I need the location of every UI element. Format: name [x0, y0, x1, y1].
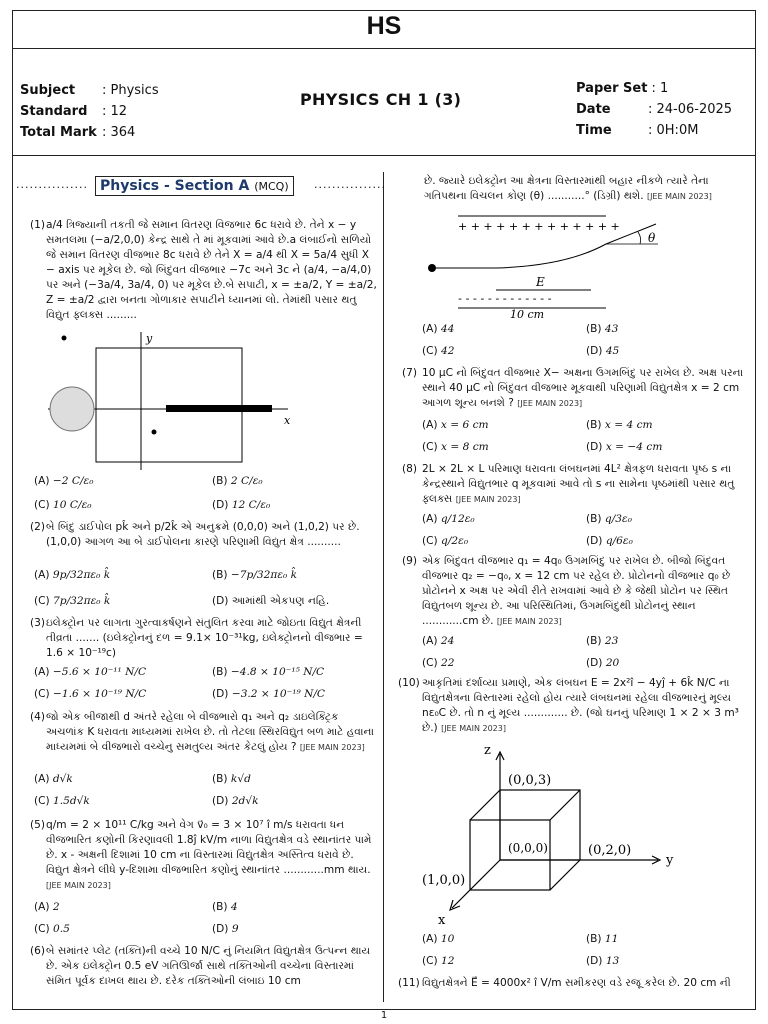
q8-option-d[interactable]	[586, 534, 633, 549]
figure-deflection	[426, 212, 676, 318]
date-value: : 24-06-2025	[648, 102, 733, 117]
option-label: (B)	[586, 933, 602, 945]
q10-option-a[interactable]	[422, 932, 454, 947]
exam-tag: [JEE MAIN 2023]	[441, 724, 506, 733]
cuboid-edge-tl	[470, 790, 500, 820]
question-body: છે. જ્યારે ઇલેક્ટ્રોન આ ક્ષેત્રના વિસ્તારમાંથી બહાર નીકળે ત્યારે તેના ગતિપથના વિચલન કોણ (θ) ...........° (ડિગ્રી) થશે.	[424, 175, 709, 202]
question-2	[30, 520, 378, 568]
exam-tag: [JEE MAIN 2023]	[46, 881, 111, 890]
option-value: 22	[441, 657, 455, 669]
option-label: (C)	[422, 955, 438, 967]
point-020: (0,2,0)	[588, 843, 632, 858]
question-number: (6)	[30, 945, 46, 957]
question-body: 2L × 2L × L પરિમાણ ધરાવતા લંબઘનમાં 4L² ક્ષેત્રફળ ધરાવતા પૃષ્ઠ s ના કેન્દ્રસ્થાને વિદ્યુતભાર q મૂકવામાં આવે તો s ના સામેના પૃષ્ઠમાંથી પસાર થતુ ફ્લક્સ	[422, 463, 735, 505]
exam-tag: [JEE MAIN 2023]	[496, 617, 562, 626]
question-text	[422, 554, 748, 629]
option-value: x = 4 cm	[604, 419, 653, 431]
question-number: (10)	[398, 677, 420, 689]
q9-option-a[interactable]	[422, 634, 454, 649]
option-value: k√d	[230, 773, 251, 785]
option-label: (B)	[586, 323, 602, 335]
q10-option-d[interactable]	[586, 954, 619, 969]
q9-option-b[interactable]	[586, 634, 618, 649]
question-number: (8)	[402, 463, 418, 475]
section-header	[16, 176, 386, 198]
option-label: (A)	[34, 569, 50, 581]
q1-option-d[interactable]	[212, 498, 270, 513]
time-label: Time	[576, 123, 612, 138]
option-value: d√k	[52, 773, 73, 785]
fig-label-e: E	[536, 275, 545, 289]
option-value: 9	[231, 923, 239, 935]
question-number: (1)	[30, 219, 46, 231]
header-rule-top	[12, 48, 756, 49]
question-number: (3)	[30, 617, 46, 629]
question-number: (5)	[30, 819, 46, 831]
option-label: (B)	[212, 475, 228, 487]
section-title-box	[95, 176, 294, 196]
question-body: જો એક બીજાથી d અંતરે રહેલા બે વીજભારો q₁ અને q₂ ડાઇલેક્ટ્રિક અચળાંક K ધરાવતા માધ્યમમાં રાખેલ છે. તો તેટલા સ્થિરવિદ્યુત બળ માટે હવાના માધ્યમમાં બે વીજભારો વચ્ચેનુ સમતુલ્ય અંતર કેટલું હોય ?	[46, 711, 374, 753]
option-label: (C)	[34, 595, 50, 607]
option-value: 12 C/ε₀	[231, 499, 271, 511]
option-value: 10	[440, 933, 455, 945]
fig-label-y: y	[666, 853, 674, 868]
q3-option-d[interactable]	[212, 687, 325, 702]
q2-option-d[interactable]	[212, 594, 329, 609]
q9-option-c[interactable]	[422, 656, 455, 671]
option-label: (B)	[212, 901, 228, 913]
option-label: (C)	[422, 657, 438, 669]
fig-label-length: 10 cm	[510, 308, 545, 318]
option-label: (C)	[34, 688, 50, 700]
option-value: 45	[605, 345, 620, 357]
option-label: (C)	[34, 923, 50, 935]
q1-option-a[interactable]	[34, 474, 93, 489]
option-label: (A)	[422, 323, 438, 335]
meta-left	[20, 80, 159, 143]
question-number: (9)	[402, 555, 418, 567]
total-mark-label: Total Mark	[20, 125, 97, 140]
q5-option-c[interactable]	[34, 922, 70, 937]
question-number: (4)	[30, 711, 46, 723]
question-number: (11)	[398, 977, 420, 989]
option-value: −4.8 × 10⁻¹⁵ N/C	[230, 666, 325, 678]
q4-option-a[interactable]	[34, 772, 73, 787]
q5-option-b[interactable]	[212, 900, 238, 915]
option-label: (C)	[34, 499, 50, 511]
point-charge-inside	[152, 430, 157, 435]
question-text	[46, 710, 378, 755]
q8-option-a[interactable]	[422, 512, 475, 527]
fig-label-x: x	[284, 414, 291, 427]
q2-option-b[interactable]	[212, 568, 297, 583]
exam-tag: [JEE MAIN 2023]	[646, 192, 712, 201]
plus-charges: + + + + + + + + + + + + +	[458, 220, 620, 233]
question-4	[30, 710, 378, 772]
fig-label-z: z	[484, 743, 491, 758]
figure-cuboid	[422, 740, 702, 930]
option-value: −1.6 × 10⁻¹⁹ N/C	[53, 688, 147, 700]
option-value: −3.2 × 10⁻¹⁹ N/C	[231, 688, 326, 700]
paper-title: PHYSICS CH 1 (3)	[300, 90, 462, 109]
question-number: (2)	[30, 521, 46, 533]
option-value: 44	[440, 323, 455, 335]
q10-option-c[interactable]	[422, 954, 455, 969]
option-value: q/3ε₀	[604, 513, 632, 525]
question-text: બે સમાંતર પ્લેટ (તક્તિ)ની વચ્ચે 10 N/C નું નિયમિત વિદ્યુતક્ષેત્ર ઉત્પન્ન થાય છે. એક ઇલેક્ટ્રોન 0.5 eV ગતિઊર્જા સાથે તક્તિઓની વચ્ચેના વિસ્તારમાં સંમિત પૂર્વક દાખલ થાય છે. દરેક તક્તિઓની લંબાઇ 10 cm	[46, 945, 371, 987]
question-body: એક બિંદુવત વીજભાર q₁ = 4q₀ ઉગમબિંદુ પર રાખેલ છે. બીજો બિંદુવત વીજભાર q₂ = −q₀, x = 12 cm પર રહેલ છે. પ્રોટોનનો વીજભાર q₀ છે પ્રોટોનને x અક્ષ પર એવી રીતે રાખવામાં આવે છે કે જેથી પ્રોટોન પર સ્થિત વિદ્યુતબળ શૂન્ય છે. આ પરિસ્થિતિમાં, ઉગમબિંદુથી પ્રોટોનનું સ્થાન ............cm છે.	[422, 555, 731, 627]
option-value: 7p/32πε₀ k̂	[53, 595, 111, 607]
option-value: x = 8 cm	[441, 441, 489, 453]
q6-option-d[interactable]	[586, 344, 619, 359]
left-column	[30, 218, 378, 1008]
option-label: (B)	[212, 773, 228, 785]
paper-set-label: Paper Set	[576, 81, 648, 96]
question-text: a/4 ત્રિજ્યાની તકતી જે સમાન વિતરણ વિજભાર 6c ધરાવે છે. તેને x − y સમતલમા (−a/2,0,0) કેન્દ્ર સાથે તે માં મૂકવામાં આવે છે.a લંબાઈનો સળિયો જે સમાન વિતરણ વીજભાર 8c ધરાવે છે તેને X = a/4 થી X = 5a/4 સુધી X − axis પર મૂકેલ છે. જો બિંદુવત વીજભાર −7c અને 3c ને (a/4, −a/4,0) પર અને (−3a/4, 3a/4, 0) પર મૂકેલ છે.બે સપાટી, x = ±a/2, Y = ±a/2, Z = ±a/2 દ્વારા બનતા ગોળાકાર સપાટીને ધ્યાનમાં લો. તેમાંથી પસાર થતુ વિદ્યુત ફ્લક્સ .........	[46, 219, 377, 321]
section-dots-left: ................	[16, 178, 88, 191]
point-000: (0,0,0)	[508, 841, 548, 855]
q5-option-a[interactable]	[34, 900, 60, 915]
point-charge-top	[62, 336, 67, 341]
option-label: (A)	[34, 475, 50, 487]
column-divider	[383, 172, 384, 1002]
option-label: (A)	[422, 513, 438, 525]
option-value: 2 C/ε₀	[230, 475, 263, 487]
q9-option-d[interactable]	[586, 656, 619, 671]
option-value: −7p/32πε₀ k̂	[230, 569, 298, 581]
option-value: 43	[604, 323, 619, 335]
question-text	[424, 174, 740, 204]
exam-tag: [JEE MAIN 2023]	[517, 399, 583, 408]
cuboid-edge-br	[550, 860, 580, 890]
angle-arc	[638, 232, 641, 244]
cuboid-front-face	[470, 820, 550, 890]
date-label: Date	[576, 102, 611, 117]
question-7	[402, 366, 748, 416]
option-label: (A)	[34, 901, 50, 913]
q1-option-c[interactable]	[34, 498, 92, 513]
option-value: 10 C/ε₀	[53, 499, 92, 511]
q6-option-c[interactable]	[422, 344, 455, 359]
q8-option-b[interactable]	[586, 512, 632, 527]
q4-option-d[interactable]	[212, 794, 259, 809]
option-value: q/2ε₀	[441, 535, 469, 547]
option-label: (D)	[212, 499, 229, 511]
total-mark-value: : 364	[102, 125, 136, 140]
option-label: (D)	[586, 657, 603, 669]
question-text	[422, 462, 748, 507]
question-6-continued	[392, 174, 740, 206]
option-label: (C)	[34, 795, 50, 807]
option-label: (D)	[586, 345, 603, 357]
question-11	[398, 976, 748, 994]
option-label: (D)	[212, 595, 229, 607]
option-label: (D)	[212, 688, 229, 700]
option-label: (D)	[586, 535, 603, 547]
right-column	[392, 174, 748, 1010]
option-value: x = −4 cm	[605, 441, 663, 453]
q4-option-c[interactable]	[34, 794, 90, 809]
option-label: (C)	[422, 345, 438, 357]
option-label: (B)	[586, 635, 602, 647]
page-number: 1	[380, 1010, 388, 1021]
section-sub: (MCQ)	[254, 180, 289, 193]
q7-option-b[interactable]	[586, 418, 653, 433]
q7-option-a[interactable]	[422, 418, 489, 433]
fig-label-theta: θ	[648, 231, 656, 245]
option-value: 2	[52, 901, 60, 913]
question-body: q/m = 2 × 10¹¹ C/kg અને વેગ v⃗₀ = 3 × 10⁷ î m/s ધરાવતા ધન વીજભારિત કણોની કિરણાવલી 1.8ĵ kV/m નાળા વિદ્યુતક્ષેત્ર વડે સ્થાનાંતર પામે છે. x - અક્ષની દિશામાં 10 cm ના વિસ્તારમાં વિદ્યુતક્ષેત્ર અસ્તિત્વ ધરાવે છે. વિદ્યુત ક્ષેત્રને લીધે y-દિશામા વીજભારિત કણોનું સ્થાનાંતર ............mm થાય.	[46, 819, 372, 876]
q5-option-d[interactable]	[212, 922, 239, 937]
q2-option-a[interactable]	[34, 568, 110, 583]
question-number: (7)	[402, 367, 418, 379]
electron	[428, 264, 436, 272]
question-body: 10 μC નો બિંદુવત વીજભાર X− અક્ષના ઉગમબિંદુ પર રાખેલ છે. અક્ષ પરના સ્થાને 40 μC નો બિંદુવત વીજભાર મૂકવાથી પરિણામી વિદ્યુતક્ષેત્ર x = 2 cm આગળ શૂન્ય બનશે ?	[422, 367, 744, 409]
option-value: q/6ε₀	[605, 535, 633, 547]
question-9	[402, 554, 748, 632]
question-6	[30, 944, 378, 994]
question-text	[422, 366, 748, 411]
option-label: (D)	[212, 923, 229, 935]
option-value: 42	[441, 345, 455, 357]
option-label: (A)	[34, 773, 50, 785]
exam-tag: [JEE MAIN 2023]	[455, 495, 521, 504]
option-value: 13	[605, 955, 620, 967]
option-value: 9p/32πε₀ k̂	[52, 569, 111, 581]
option-label: (D)	[586, 441, 603, 453]
option-value: 0.5	[53, 923, 70, 935]
option-value: 20	[605, 657, 620, 669]
q6-option-a[interactable]	[422, 322, 454, 337]
option-value: 11	[604, 933, 619, 945]
fig-label-x: x	[438, 913, 446, 928]
option-value: 12	[441, 955, 455, 967]
question-body: આકૃતિમાં દર્શાવ્યા પ્રમાણે, એક લંબઘન E = 2x²î − 4yĵ + 6k̂ N/C ના વિદ્યુતક્ષેત્રના વિસ્તારમાં રહેલો હોય ત્યારે લંબઘનમાં રહેલા વીજભારનું મૂલ્ય nε₀C છે. તો n નું મૂલ્ય ............. છે. (જો ઘનનું પરિમાણ 1 × 2 × 3 m³ છે.)	[422, 677, 739, 734]
exam-tag: [JEE MAIN 2023]	[299, 743, 365, 752]
charged-rod	[166, 405, 272, 412]
option-value: 1.5d√k	[53, 795, 90, 807]
option-value: 2d√k	[231, 795, 259, 807]
point-100: (1,0,0)	[422, 873, 466, 888]
question-text	[46, 818, 378, 893]
option-label: (D)	[212, 795, 229, 807]
question-8	[402, 462, 748, 510]
option-value: 4	[230, 901, 238, 913]
option-label: (A)	[422, 933, 438, 945]
charged-disc	[50, 387, 94, 431]
section-dots-right: ................	[314, 178, 386, 191]
q7-option-c[interactable]	[422, 440, 489, 455]
question-text: બે બિંદુ ડાઈપોલ pk̂ અને p/2k̂ એ અનુક્રમે (0,0,0) અને (1,0,2) પર છે. (1,0,0) આગળ આ બે ડાઈપોલના કારણે પરિણામી વિદ્યુત ક્ષેત્ર ..........	[46, 521, 360, 548]
school-name: HS	[366, 12, 402, 40]
q3-option-c[interactable]	[34, 687, 146, 702]
q8-option-c[interactable]	[422, 534, 468, 549]
question-10	[398, 676, 748, 740]
option-value: આમાંથી એકપણ નહિ.	[231, 595, 330, 607]
option-label: (B)	[212, 569, 228, 581]
meta-right	[576, 78, 732, 141]
option-value: q/12ε₀	[440, 513, 475, 525]
option-label: (D)	[586, 955, 603, 967]
q7-option-d[interactable]	[586, 440, 662, 455]
header-rule-bottom	[12, 155, 756, 156]
option-label: (B)	[586, 513, 602, 525]
q10-option-b[interactable]	[586, 932, 618, 947]
option-value: 23	[604, 635, 619, 647]
paper-set-value: : 1	[651, 81, 669, 96]
option-label: (B)	[586, 419, 602, 431]
option-label: (C)	[422, 441, 438, 453]
subject-label: Subject	[20, 83, 76, 98]
q3-option-b[interactable]	[212, 665, 324, 680]
q4-option-b[interactable]	[212, 772, 251, 787]
option-label: (A)	[422, 419, 438, 431]
option-value: −5.6 × 10⁻¹¹ N/C	[52, 666, 147, 678]
fig-label-y: y	[146, 332, 153, 345]
standard-label: Standard	[20, 104, 88, 119]
option-label: (B)	[212, 666, 228, 678]
option-value: −2 C/ε₀	[52, 475, 94, 487]
minus-charges: - - - - - - - - - - - - -	[458, 292, 552, 305]
q2-option-c[interactable]	[34, 594, 110, 609]
subject-value: : Physics	[102, 83, 159, 98]
q6-option-b[interactable]	[586, 322, 618, 337]
question-text: ઇલેક્ટ્રોન પર લાગતા ગુરત્વાકર્ષણને સંતુલિત કરવા માટે જોઇતા વિદ્યુત ક્ષેત્રની તીવ્રતા ....... (ઇલેક્ટ્રોનનું દળ = 9.1× 10⁻³¹kg, ઇલેક્ટ્રોનનો વીજભાર = 1.6 × 10⁻¹⁹c)	[46, 617, 363, 659]
section-title: Physics - Section A	[100, 178, 250, 194]
option-label: (A)	[422, 635, 438, 647]
question-text: વિદ્યુતક્ષેત્રને E⃗ = 4000x² î V/m સમીકરણ વડે રજૂ કરેલ છે. 20 cm ની	[422, 977, 731, 989]
option-label: (A)	[34, 666, 50, 678]
standard-value: : 12	[102, 104, 128, 119]
cuboid-edge-tr	[550, 790, 580, 820]
question-3	[30, 616, 378, 664]
q1-option-b[interactable]	[212, 474, 263, 489]
option-value: 24	[440, 635, 455, 647]
question-text	[422, 676, 748, 736]
question-5	[30, 818, 378, 896]
question-1	[30, 218, 378, 338]
option-label: (C)	[422, 535, 438, 547]
option-value: x = 6 cm	[440, 419, 489, 431]
time-value: : 0H:0M	[648, 123, 699, 138]
q3-option-a[interactable]	[34, 665, 146, 680]
figure-disc-rod	[48, 330, 298, 470]
point-003: (0,0,3)	[508, 773, 552, 788]
